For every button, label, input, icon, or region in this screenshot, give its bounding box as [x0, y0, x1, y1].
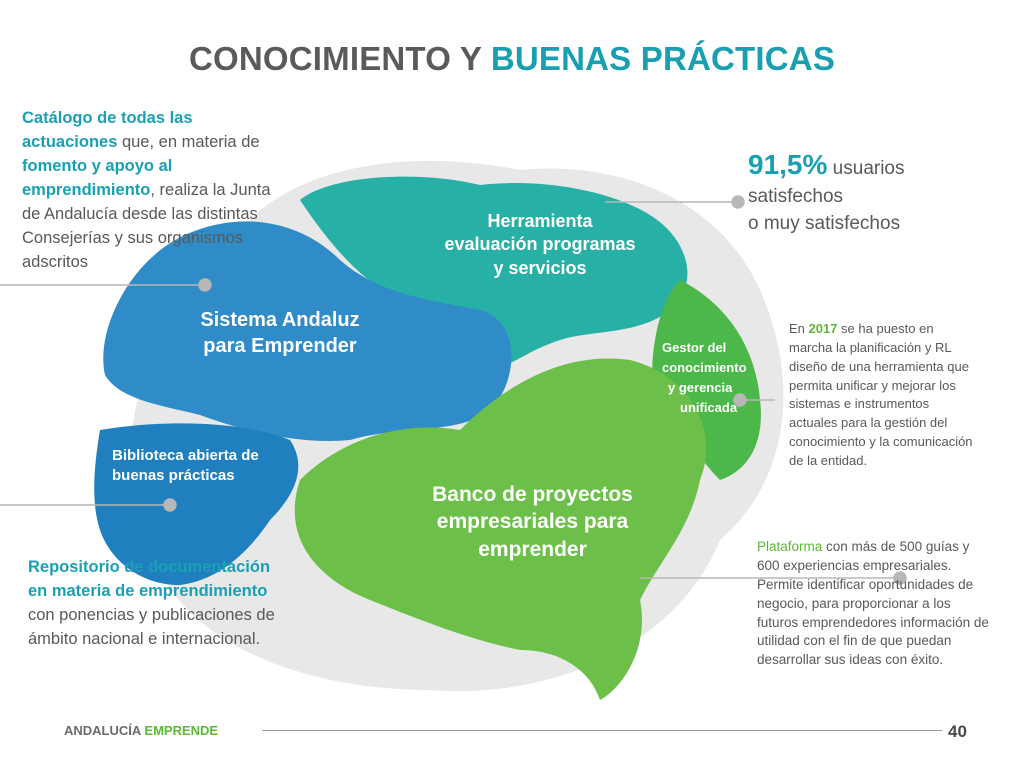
biblioteca-label	[112, 446, 292, 485]
sistema-line1: Sistema Andaluz	[200, 309, 360, 331]
gestor-line2: conocimiento	[662, 360, 747, 376]
gestor-line1: Gestor del	[662, 340, 727, 355]
catalogo-bold1: Catálogo de todas las actuaciones	[22, 109, 193, 151]
gestor-note-post: se ha puesto en marcha la planificación y RL diseño de una herramienta que permita unificar y mejorar los sistemas e instrumentos actuales para la gestión del conocimiento y la comunicación de la entidad.	[789, 321, 973, 468]
herramienta-line1: Herramienta	[487, 211, 593, 231]
banco-line2: empresariales para	[436, 510, 629, 534]
repositorio-note	[28, 556, 290, 652]
plataforma-text: con más de 500 guías y 600 experiencias empresariales. Permite identificar oportunidades de negocio, para proporcionar a los futuros emprendedores información de utilidad con el fin de que puedan desarrollar sus ideas con éxito.	[757, 539, 989, 668]
plataforma-note	[757, 538, 989, 670]
gestor-line3: y gerencia	[668, 380, 733, 396]
catalogo-bold2: fomento y apoyo al emprendimiento	[22, 156, 173, 199]
stat-text2: satisfechos	[748, 186, 844, 208]
plataforma-bold: Plataforma	[757, 539, 823, 554]
catalogo-note	[22, 107, 284, 274]
footer-brand	[64, 723, 218, 738]
footer-brand2: EMPRENDE	[140, 723, 219, 738]
catalogo-text1: que, en materia de	[117, 132, 260, 151]
connector-dot-catalogo	[199, 279, 211, 291]
title-part1: CONOCIMIENTO Y	[188, 40, 491, 77]
title-part2: BUENAS PRÁCTICAS	[490, 40, 836, 77]
repositorio-bold: Repositorio de documentación en materia de emprendimiento	[28, 558, 271, 600]
gestor-line4: unificada	[680, 400, 738, 416]
catalogo-text2: , realiza la Junta de Andalucía desde las distintas Consejerías y sus organismos adscritos	[22, 180, 271, 271]
banco-label	[410, 481, 655, 563]
biblioteca-line2: buenas prácticas	[112, 466, 235, 484]
repositorio-text: con ponencias y publicaciones de ámbito nacional e internacional.	[28, 605, 275, 648]
gestor-note-year: 2017	[808, 321, 838, 336]
herramienta-line3: y servicios	[493, 257, 587, 278]
banco-line3: emprender	[478, 537, 587, 561]
connector-dot-biblioteca	[164, 499, 176, 511]
footer-brand1: ANDALUCÍA	[64, 723, 141, 738]
page-number: 40	[948, 722, 967, 741]
gestor-note	[789, 320, 979, 471]
footer-divider	[262, 730, 942, 731]
stat-text1: usuarios	[827, 158, 905, 179]
gestor-note-pre: En	[789, 321, 809, 336]
stat-note	[748, 145, 1008, 237]
gestor-label	[662, 338, 762, 419]
herramienta-line2: evaluación programas	[444, 234, 636, 255]
biblioteca-line1: Biblioteca abierta de	[112, 447, 259, 464]
banco-line1: Banco de proyectos	[432, 483, 633, 506]
herramienta-label	[430, 210, 650, 280]
stat-value: 91,5%	[748, 149, 828, 180]
stat-text3: o muy satisfechos	[748, 212, 901, 234]
sistema-line2: para Emprender	[203, 335, 357, 357]
connector-dot-stat	[732, 196, 744, 208]
sistema-label	[175, 307, 385, 359]
